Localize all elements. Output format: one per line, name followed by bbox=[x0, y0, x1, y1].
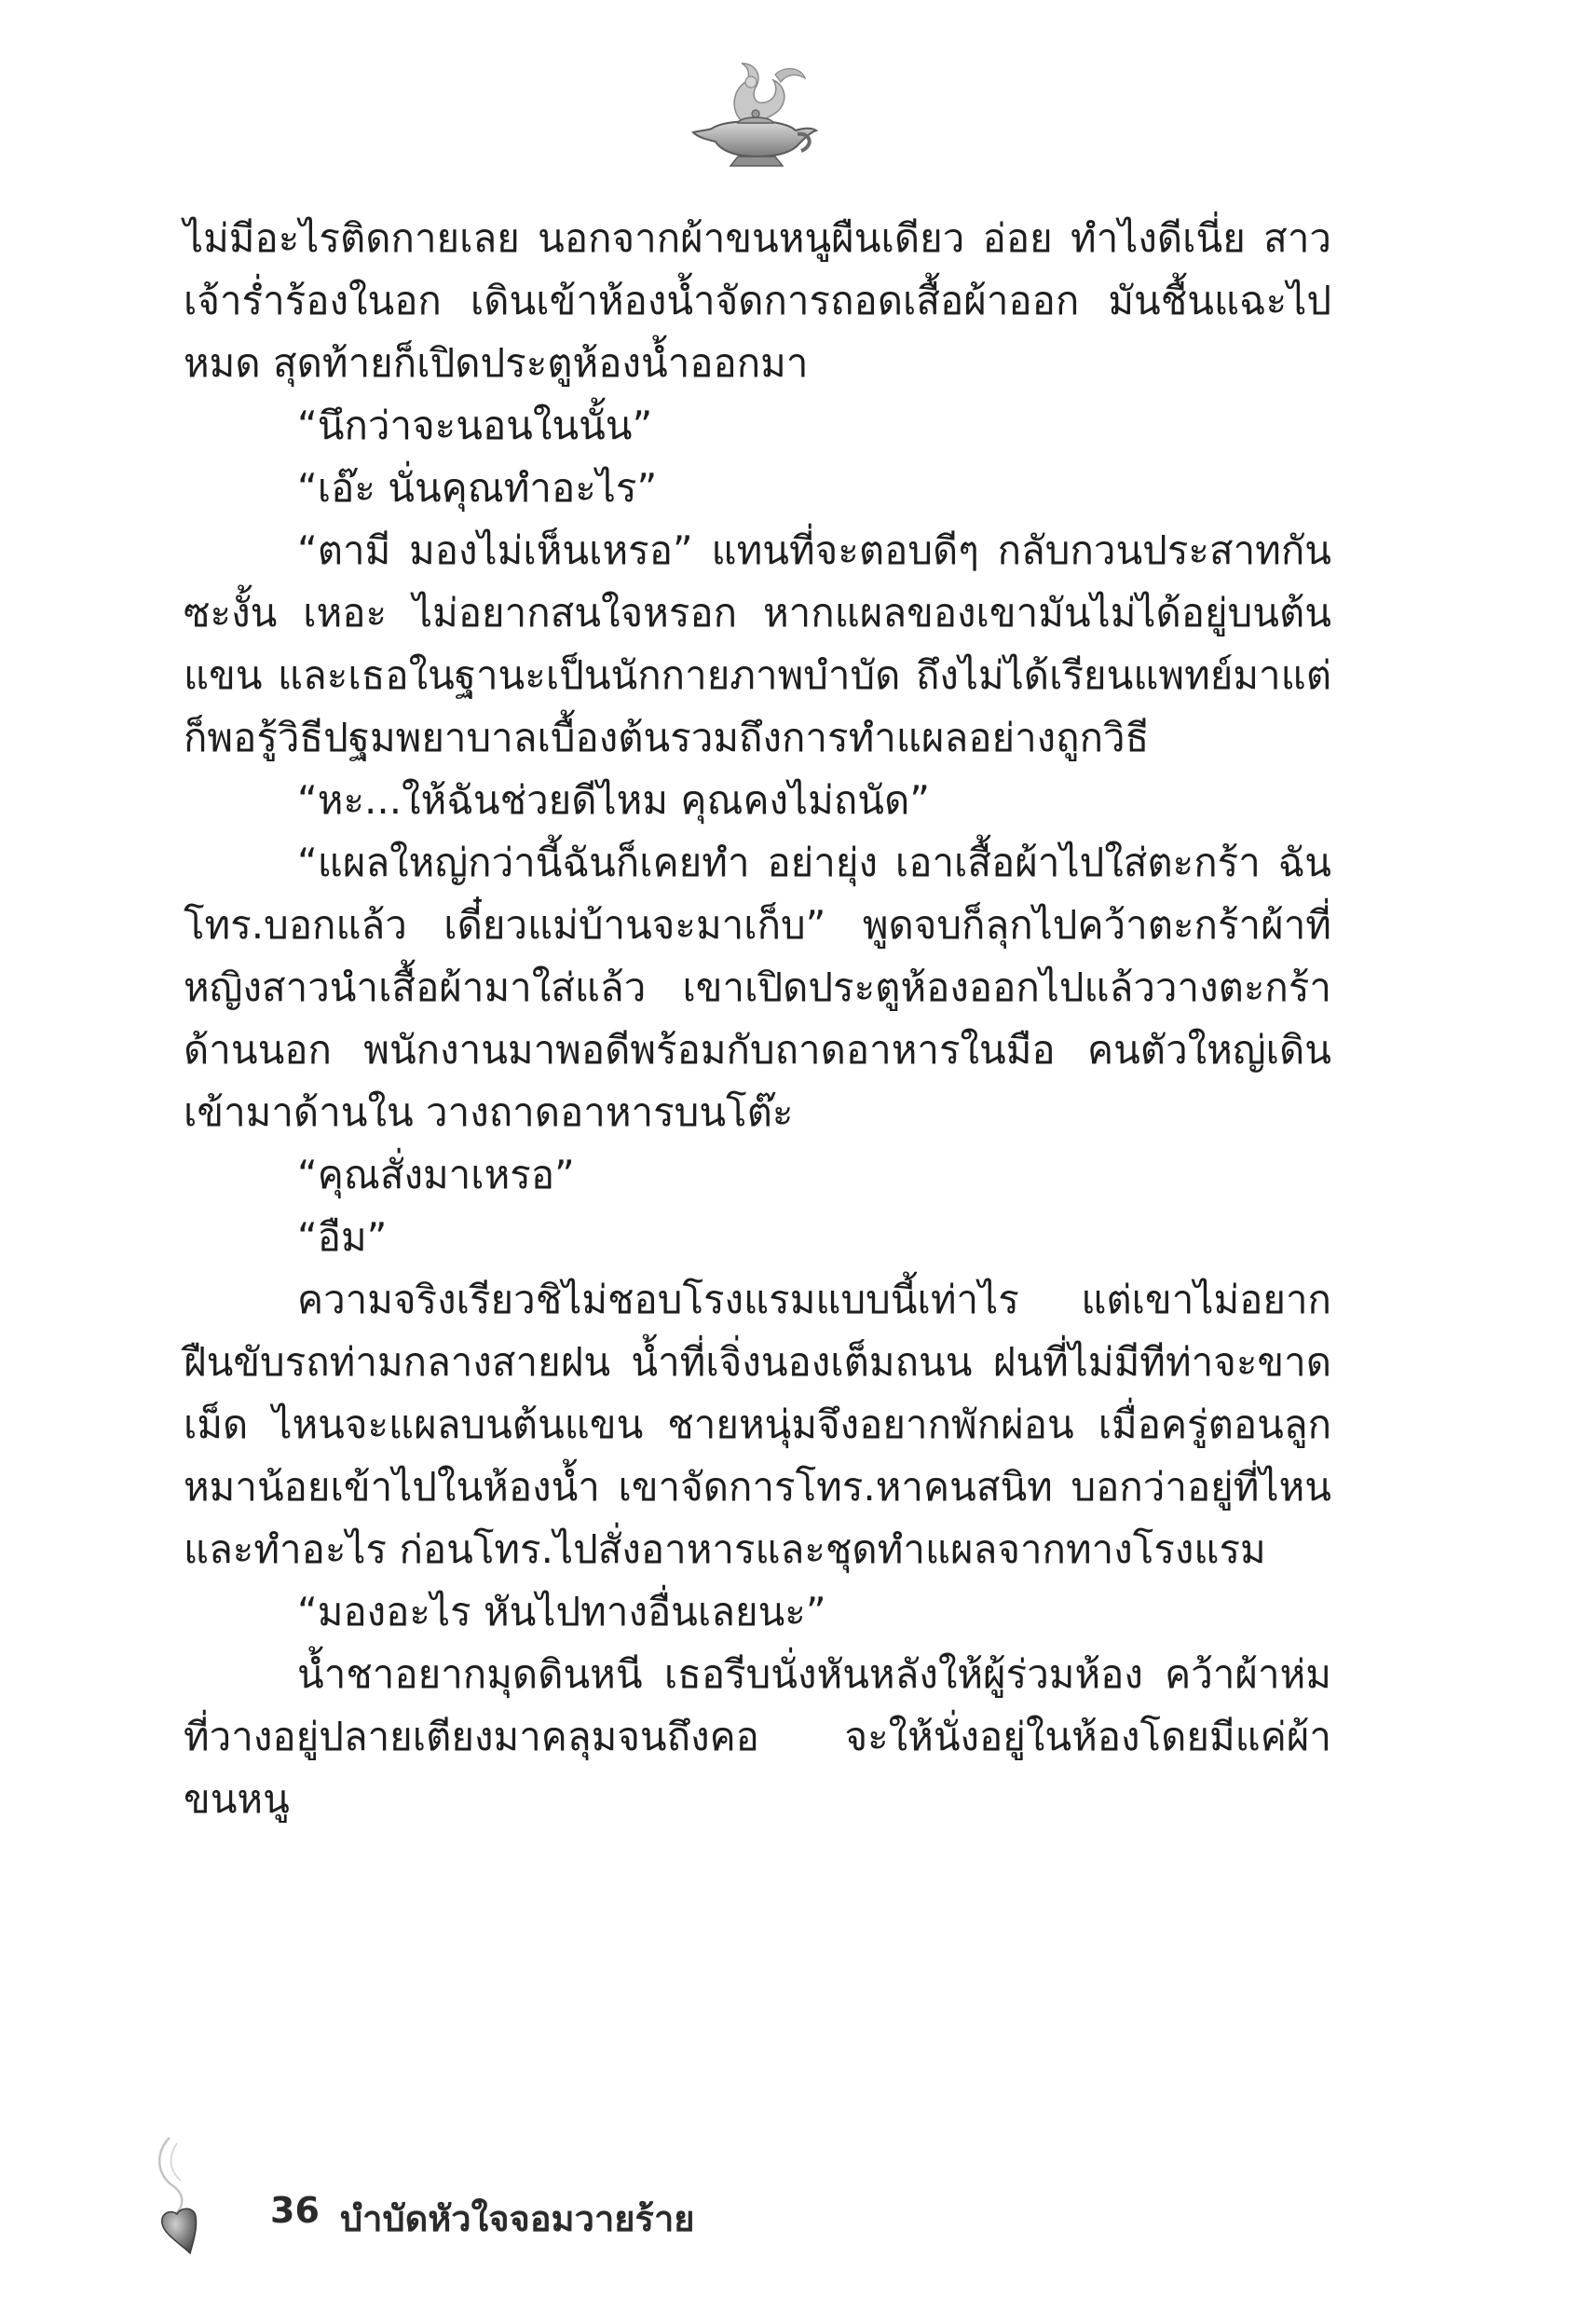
paragraph: “ตามี มองไม่เห็นเหรอ” แทนที่จะตอบดีๆ กลับกวนประสาทกันซะงั้น เหอะ ไม่อยากสนใจหรอก หากแผลของเขามันไม่ได้อยู่บนต้นแขน และเธอในฐานะเป็นนักกายภาพบำบัด ถึงไม่ได้เรียนแพทย์มาแต่ก็พอรู้วิธีปฐมพยาบาลเบื้องต้นรวมถึงการทำแผลอย่างถูกวิธี bbox=[184, 527, 1331, 760]
paragraph: “เอ๊ะ นั่นคุณทำอะไร” bbox=[297, 465, 658, 511]
genie-lamp-icon bbox=[686, 54, 825, 171]
paragraph: “นึกว่าจะนอนในนั้น” bbox=[297, 403, 653, 448]
paragraph: “อืม” bbox=[297, 1214, 388, 1260]
paragraph: “แผลใหญ่กว่านี้ฉันก็เคยทำ อย่ายุ่ง เอาเสื้อผ้าไปใส่ตะกร้า ฉันโทร.บอกแล้ว เดี๋ยวแม่บ้านจะมาเก็บ” พูดจบก็ลุกไปคว้าตะกร้าผ้าที่หญิงสาวนำเสื้อผ้ามาใส่แล้ว เขาเปิดประตูห้องออกไปแล้ววางตะกร้าด้านนอก พนักงานมาพอดีพร้อมกับถาดอาหารในมือ คนตัวใหญ่เดินเข้ามาด้านใน วางถาดอาหารบนโต๊ะ bbox=[184, 840, 1331, 1135]
paragraph: “หะ...ให้ฉันช่วยดีไหม คุณคงไม่ถนัด” bbox=[297, 777, 931, 823]
heart-swirl-icon bbox=[149, 2134, 224, 2255]
chapter-text bbox=[184, 207, 1331, 1830]
book-title: บำบัดหัวใจจอมวายร้าย bbox=[340, 2198, 695, 2239]
paragraph: ความจริงเรียวชิไม่ชอบโรงแรมแบบนี้เท่าไร แต่เขาไม่อยากฝืนขับรถท่ามกลางสายฝน น้ำที่เจิ่งนองเต็มถนน ฝนที่ไม่มีทีท่าจะขาดเม็ด ไหนจะแผลบนต้นแขน ชายหนุ่มจึงอยากพักผ่อน เมื่อครู่ตอนลูกหมาน้อยเข้าไปในห้องน้ำ เขาจัดการโทร.หาคนสนิท บอกว่าอยู่ที่ไหนและทำอะไร ก่อนโทร.ไปสั่งอาหารและชุดทำแผลจากทางโรงแรม bbox=[184, 1277, 1331, 1572]
paragraph: ไม่มีอะไรติดกายเลย นอกจากผ้าขนหนูผืนเดียว อ่อย ทำไงดีเนี่ย สาวเจ้าร่ำร้องในอก เดินเข้าห้องน้ำจัดการถอดเสื้อผ้าออก มันชื้นแฉะไปหมด สุดท้ายก็เปิดประตูห้องน้ำออกมา bbox=[184, 215, 1331, 386]
paragraph: น้ำชาอยากมุดดินหนี เธอรีบนั่งหันหลังให้ผู้ร่วมห้อง คว้าผ้าห่มที่วางอยู่ปลายเตียงมาคลุมจนถึงคอ จะให้นั่งอยู่ในห้องโดยมีแค่ผ้าขนหนู bbox=[184, 1651, 1331, 1822]
paragraph: “คุณสั่งมาเหรอ” bbox=[297, 1152, 575, 1197]
paragraph: “มองอะไร หันไปทางอื่นเลยนะ” bbox=[297, 1589, 826, 1634]
page-footer bbox=[149, 2134, 801, 2264]
page-number: 36 bbox=[270, 2190, 320, 2231]
